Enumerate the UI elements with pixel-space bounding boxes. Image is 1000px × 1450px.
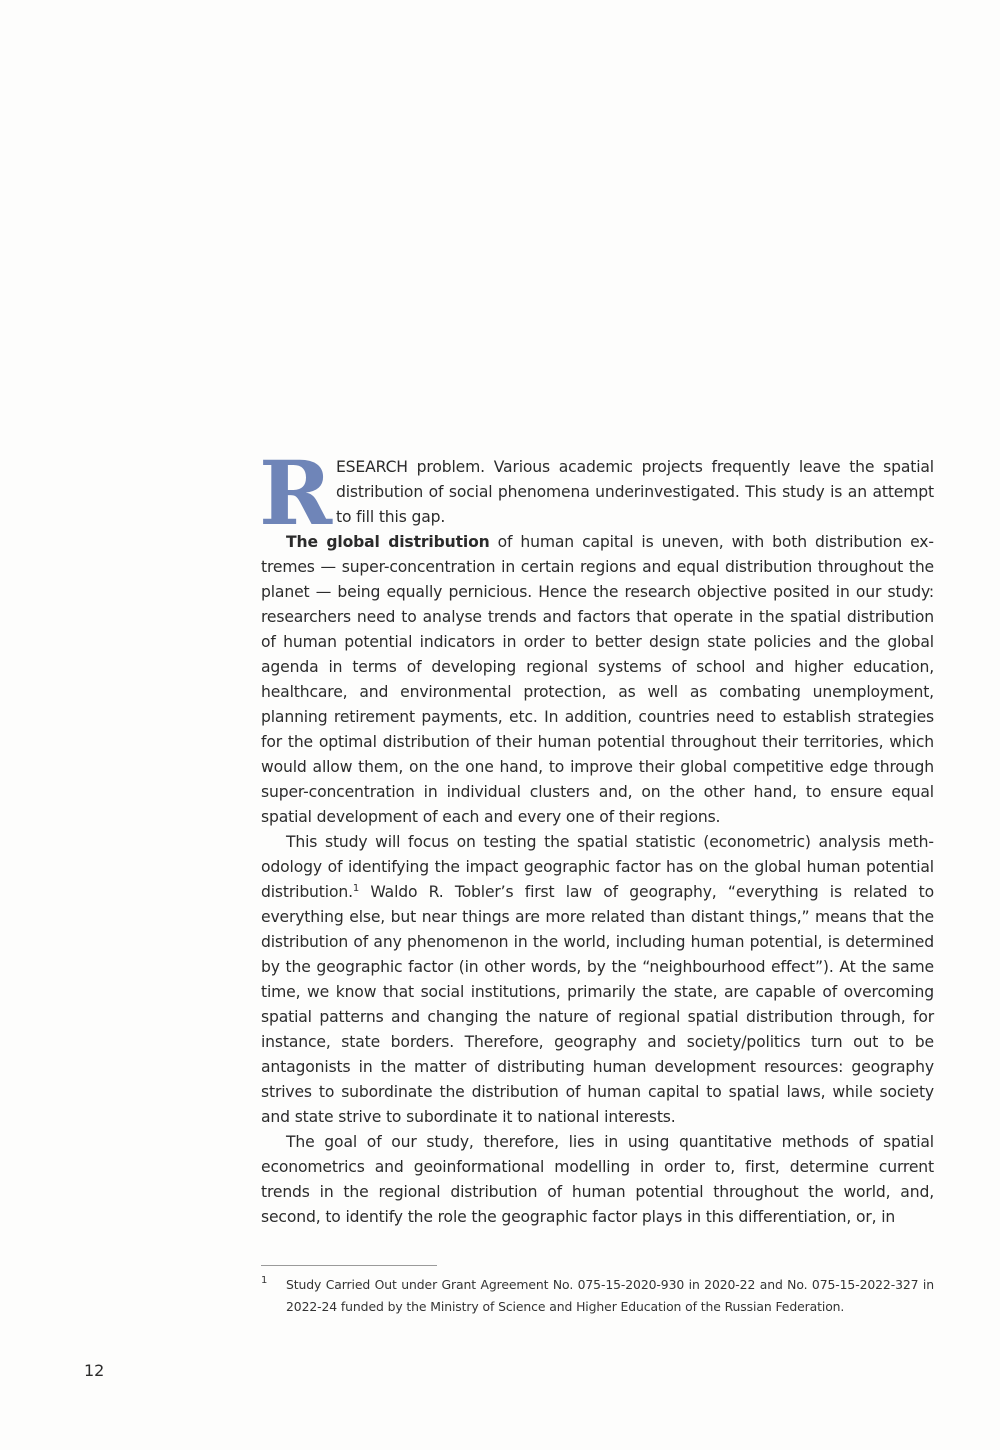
- paragraph-text: Waldo R. Tobler’s first law of geography, “everything is related to everything else, but near things are more related than distant things,” means that the distribution of any phenomenon in the world, including human potential, is determined by the geographic factor (in other words, by the “neighbourhood effect”). At the same time, we know that social institutions, primarily the state, are capable of overcoming spatial patterns and changing the nature of regional spatial distribution through, for instance, state borders. Therefore, geography and society/politics turn out to be antagonists in the matter of distributing human development resources: geography strives to subordinate the distribution of human capital to spatial laws, while society and state strive to subordinate it to national interests.: [261, 883, 934, 1126]
- footnote-divider: [261, 1265, 437, 1266]
- paragraph-text: This study will focus on testing the spatial statistic (econometric) analysis methodology of identifying the impact geographic factor has on the global human potential distribution.: [261, 833, 934, 901]
- page-number: 12: [84, 1361, 105, 1380]
- main-text: [259, 441, 934, 1230]
- paragraph-global-distribution: [261, 530, 934, 830]
- paragraph-text: of human capital is uneven, with both distribution extremes — super-concentration in certain regions and equal distribution throughout the planet — being equally pernicious. Hence the research objective posited in our study: researchers need to analyse trends and factors that operate in the spatial distribution of human potential indicators in order to better design state policies and the global agenda in terms of developing regional systems of school and higher education, healthcare, and environmental protection, as well as combating unemployment, planning retirement payments, etc. In addition, countries need to establish strategies for the optimal distribution of their human potential throughout their territories, which would allow them, on the one hand, to improve their global competitive edge through super-concentration in individual clusters and, on the other hand, to ensure equal spatial development of each and every one of their regions.: [261, 533, 934, 826]
- footnote-marker: 1: [261, 1275, 268, 1286]
- paragraph-study-focus: [261, 830, 934, 1130]
- footnote-reference[interactable]: 1: [352, 883, 360, 894]
- paragraph-text: ESEARCH problem. Various academic projects frequently leave the spatial distribution of social phenomena underinvestigated. This study is an attempt to fill this gap.: [335, 458, 934, 526]
- footnote-text: Study Carried Out under Grant Agreement No. 075-15-2020-930 in 2020-22 and No. 075-15-2022-327 in 2022-24 funded by the Ministry of Science and Higher Education of the Russian Federation.: [286, 1277, 934, 1314]
- paragraph-study-goal: [261, 1130, 934, 1230]
- bold-lead-in: The global distribution: [286, 533, 490, 551]
- drop-cap: R: [259, 441, 332, 545]
- paragraph-text: The goal of our study, therefore, lies in using quantitative methods of spatial econometrics and geoinformational modelling in order to, first, determine current trends in the regional distribution of human potential throughout the world, and, second, to identify the role the geographic factor plays in this differentiation, or, in: [261, 1133, 934, 1226]
- footnote: [261, 1274, 934, 1318]
